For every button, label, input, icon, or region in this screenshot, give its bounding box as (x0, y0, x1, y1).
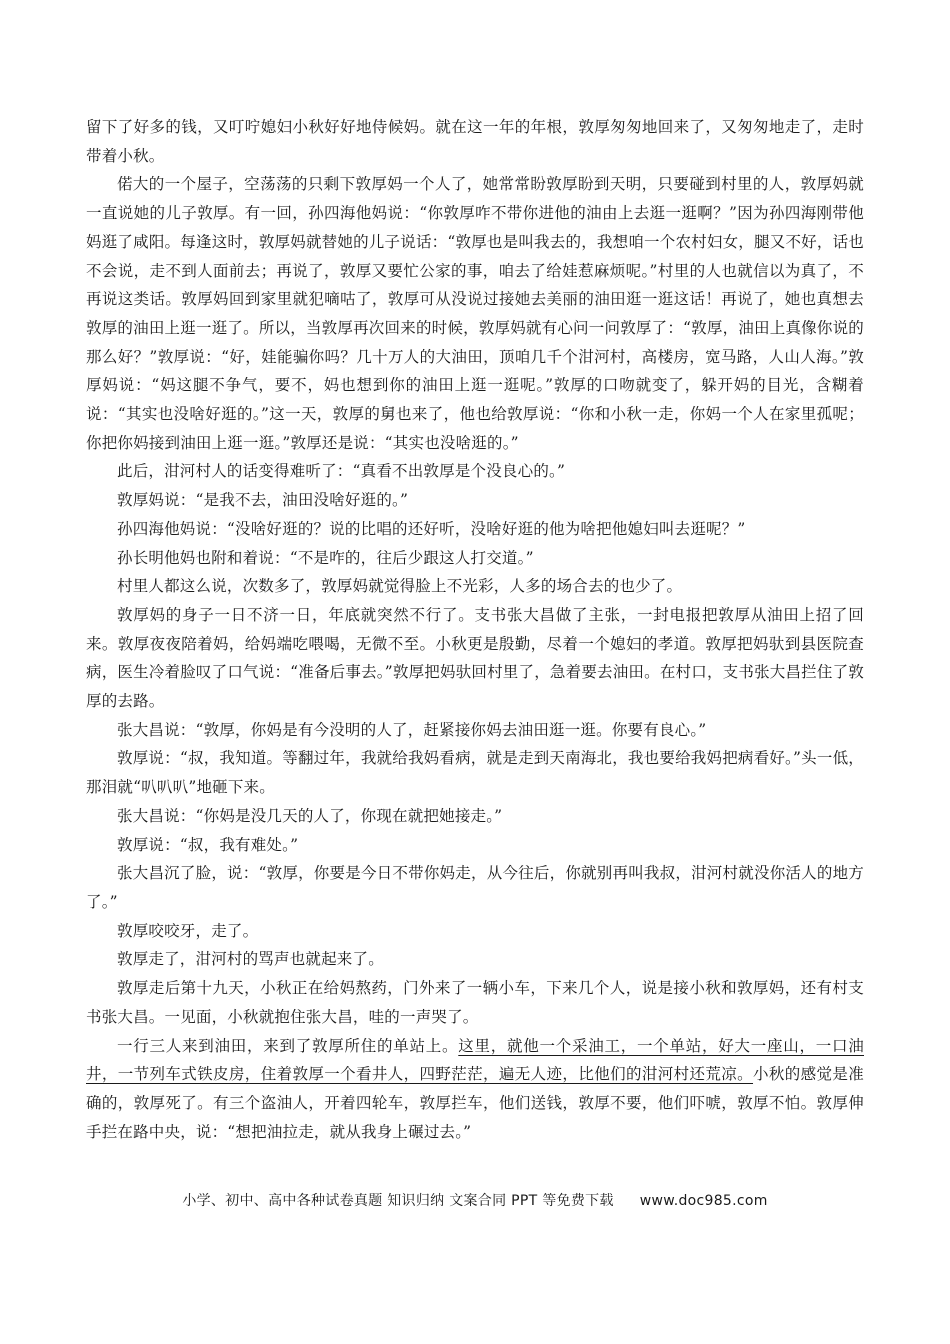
paragraph: 村里人都这么说，次数多了，敦厚妈就觉得脸上不光彩，人多的场合去的也少了。 (117, 577, 683, 596)
paragraph-text: 一行三人来到油田，来到了敦厚所住的单站上。 (117, 1036, 459, 1055)
paragraph: 此后，泔河村人的话变得难听了：“真看不出敦厚是个没良心的。” (117, 462, 566, 481)
paragraph: 孙四海他妈说：“没啥好逛的？说的比唱的还好听，没啥好逛的他为啥把他媳妇叫去逛呢？” (117, 519, 746, 538)
footer-text: 小学、初中、高中各种试卷真题 知识归纳 文案合同 PPT 等免费下载 (182, 1193, 614, 1209)
footer-site-link[interactable]: www.doc985.com (639, 1193, 768, 1209)
paragraph: 孙长明他妈也附和着说：“不是咋的，往后少跟这人打交道。” (117, 548, 534, 567)
paragraph: 张大昌沉了脸，说：“敦厚，你要是今日不带你妈走，从今往后，你就别再叫我叔，泔河村就没你活人的地方了。” (86, 864, 864, 911)
paragraph: 敦厚说：“叔，我有难处。” (117, 835, 299, 854)
paragraph: 张大昌说：“你妈是没几天的人了，你现在就把她接走。” (117, 806, 503, 825)
underlined-passage: 这里，就他一个采油工，一个单站，好大一座山，一口油井，一节列车式铁皮房，住着敦厚一个看井人，四野茫茫，遍无人迹，比他们的泔河村还荒凉。 (86, 1036, 864, 1084)
paragraph: 敦厚咬咬牙，走了。 (117, 921, 259, 940)
article-body (86, 113, 864, 1146)
paragraph: 敦厚妈的身子一日不济一日，年底就突然不行了。支书张大昌做了主张，一封电报把敦厚从油田上招了回来。敦厚夜夜陪着妈，给妈端吃喂喝，无微不至。小秋更是殷勤，尽着一个媳妇的孝道。敦厚把妈驮到县医院查病，医生冷着脸叹了口气说：“准备后事去。”敦厚把妈驮回村里了，急着要去油田。在村口，支书张大昌拦住了敦厚的去路。 (86, 605, 864, 711)
paragraph: 敦厚走了，泔河村的骂声也就起来了。 (117, 950, 384, 969)
paragraph-with-underline (86, 1032, 864, 1147)
paragraph: 敦厚妈说：“是我不去，油田没啥好逛的。” (117, 491, 409, 510)
paragraph-text: 小秋的感觉是准确的，敦厚死了。有三个盗油人，开着四轮车，敦厚拦车，他们送钱，敦厚不要，他们吓唬，敦厚不怕。敦厚伸手拦在路中央，说：“想把油拉走，就从我身上碾过去。” (86, 1065, 865, 1141)
paragraph: 敦厚走后第十九天，小秋正在给妈熬药，门外来了一辆小车，下来几个人，说是接小秋和敦厚妈，还有村支书张大昌。一见面，小秋就抱住张大昌，哇的一声哭了。 (86, 979, 864, 1026)
paragraph: 敦厚说：“叔，我知道。等翻过年，我就给我妈看病，就是走到天南海北，我也要给我妈把病看好。”头一低，那泪就“叭叭叭”地砸下来。 (86, 749, 864, 797)
page-footer (0, 1190, 950, 1210)
paragraph: 偌大的一个屋子，空荡荡的只剩下敦厚妈一个人了，她常常盼敦厚盼到天明，只要碰到村里的人，敦厚妈就一直说她的儿子敦厚。有一回，孙四海他妈说：“你敦厚咋不带你进他的油由上去逛一逛啊？”因为孙四海刚带他妈逛了咸阳。每逢这时，敦厚妈就替她的儿子说话：“敦厚也是叫我去的，我想咱一个农村妇女，腿又不好，话也不会说，走不到人面前去；再说了，敦厚又要忙公家的事，咱去了给娃惹麻烦呢。”村里的人也就信以为真了，不再说这类话。敦厚妈回到家里就犯嘀咕了，敦厚可从没说过接她去美丽的油田逛一逛这话！再说了，她也真想去敦厚的油田上逛一逛了。所以，当敦厚再次回来的时候，敦厚妈就有心问一问敦厚了：“敦厚，油田上真像你说的那么好？”敦厚说：“好，娃能骗你吗？几十万人的大油田，顶咱几千个泔河村，高楼房，宽马路，人山人海。”敦厚妈说：“妈这腿不争气，要不，妈也想到你的油田上逛一逛呢。”敦厚的口吻就变了，躲开妈的目光，含糊着说：“其实也没啥好逛的。”这一天，敦厚的舅也来了，他也给敦厚说：“你和小秋一走，你妈一个人在家里孤呢；你把你妈接到油田上逛一逛。”敦厚还是说：“其实也没啥逛的。” (86, 175, 864, 452)
paragraph: 张大昌说：“敦厚，你妈是有今没明的人了，赶紧接你妈去油田逛一逛。你要有良心。” (117, 720, 707, 739)
paragraph-continuation: 留下了好多的钱，又叮咛媳妇小秋好好地侍候妈。就在这一年的年根，敦厚匆匆地回来了，又匆匆地走了，走时带着小秋。 (86, 118, 864, 165)
